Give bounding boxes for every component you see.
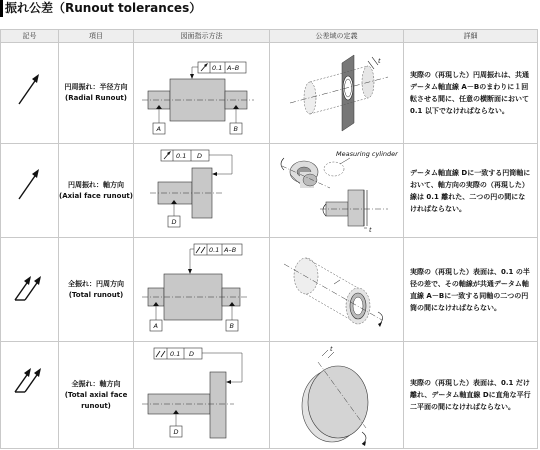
datum-a: A [153, 322, 158, 330]
item-en: (Radial Runout) [65, 94, 127, 102]
drawing-total-axial-runout [134, 342, 270, 449]
description: 実際の（再現した）表面は、0.1 だけ離れ、データム軸直線 Dに直角な平行二平面の間になければならない。 [404, 342, 538, 449]
drawing-axial-runout [134, 144, 270, 238]
frame-value: 0.1 [209, 246, 220, 254]
item-en: (Total axial face runout) [64, 390, 128, 410]
frame-datum: D [197, 152, 203, 160]
item-cell [59, 43, 134, 144]
page-title: 振れ公差（Runout tolerances） [0, 0, 536, 17]
item-cell [59, 238, 134, 342]
frame-datum: D [189, 350, 195, 358]
header-drawing: 図面指示方法 [134, 30, 270, 43]
header-symbol: 記号 [1, 30, 59, 43]
zone-total-axial-runout [270, 342, 404, 449]
datum-d: D [173, 428, 179, 436]
datum-b: B [233, 125, 238, 133]
zone-total-runout [270, 238, 404, 342]
item-ja: 円周振れ：軸方向 [68, 180, 124, 189]
item-cell [59, 342, 134, 449]
item-ja: 全振れ：軸方向 [71, 379, 121, 388]
table-header-row [1, 30, 538, 43]
description: データム軸直線 Dに一致する円筒軸において、軸方向の実際の（再現した）線は 0.1 離れた、二つの円の間になければならない。 [404, 144, 538, 238]
zone-axial-runout [270, 144, 404, 238]
circular-runout-symbol-icon [1, 43, 59, 144]
item-ja: 円周振れ：半径方向 [64, 83, 128, 91]
table-row [1, 43, 538, 144]
datum-b: B [229, 322, 234, 330]
table-row [1, 238, 538, 342]
drawing-radial-runout [134, 43, 270, 144]
frame-value: 0.1 [176, 152, 187, 160]
frame-datum: A–B [227, 64, 240, 72]
total-runout-symbol-icon [1, 342, 59, 449]
table-row [1, 342, 538, 449]
frame-value: 0.1 [170, 350, 181, 358]
item-cell [59, 144, 134, 238]
description: 実際の（再現した）表面は、0.1 の半径の差で、その軸線が共通データム軸直線 A－Bに一致する同軸の二つの円筒の間になければならない。 [404, 238, 538, 342]
header-zone: 公差域の定義 [270, 30, 404, 43]
header-item: 項目 [59, 30, 134, 43]
header-detail: 詳細 [404, 30, 538, 43]
measuring-cylinder-label: Measuring cylinder [336, 150, 398, 158]
runout-table [0, 29, 538, 449]
zone-radial-runout [270, 43, 404, 144]
item-en: (Axial face runout) [59, 191, 133, 200]
frame-value: 0.1 [212, 64, 223, 72]
frame-datum: A–B [224, 246, 237, 254]
drawing-total-runout [134, 238, 270, 342]
item-en: (Total runout) [68, 290, 124, 299]
total-runout-symbol-icon [1, 238, 59, 342]
datum-d: D [171, 218, 177, 226]
table-row [1, 144, 538, 238]
description: 実際の（再現した）円周振れは、共通データム軸直線 A－Bのまわりに１回転させる間に、任意の横断面において 0.1 以下でなければならない。 [404, 43, 538, 144]
svg-text:t: t [378, 57, 381, 65]
t-label: t [369, 226, 372, 234]
circular-runout-symbol-icon [1, 144, 59, 238]
datum-a: A [156, 125, 161, 133]
t-label: t [330, 345, 333, 353]
item-ja: 全振れ：円周方向 [68, 279, 124, 288]
